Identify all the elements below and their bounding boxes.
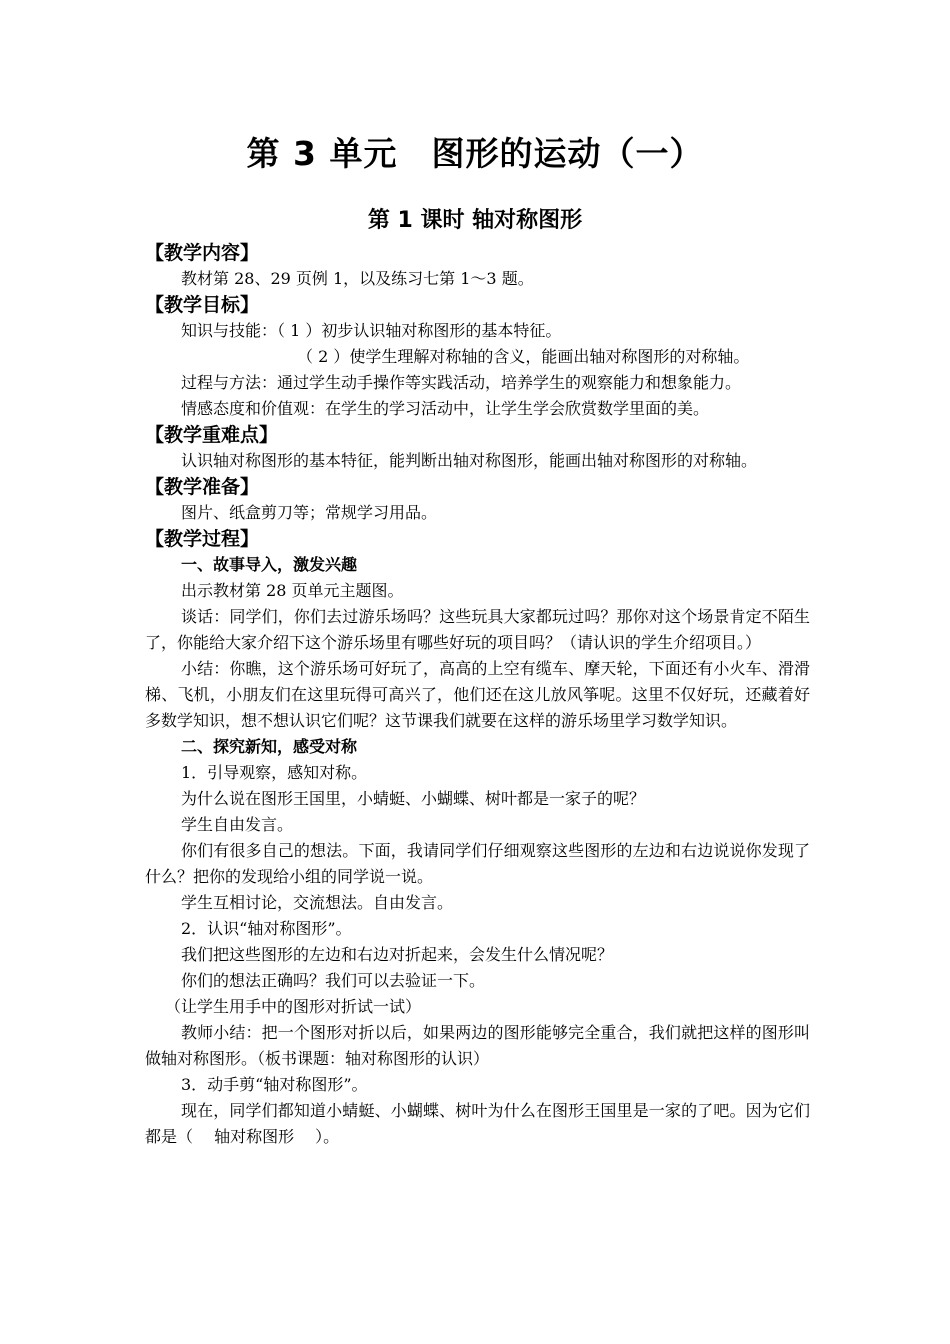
paragraph: （让学生用手中的图形对折试一试） <box>165 997 422 1016</box>
paragraph: 教师小结：把一个图形对折以后，如果两边的图形能够完全重合，我们就把这样的图形叫做轴对称图形。（板书课题：轴对称图形的认识） <box>145 1023 810 1068</box>
paragraph: 现在，同学们都知道小蜻蜓、小蝴蝶、树叶为什么在图形王国里是一家的了吧。因为它们都是（ 轴对称图形 ）。 <box>145 1101 810 1146</box>
step-title: 二、探究新知，感受对称 <box>181 737 358 756</box>
lesson-title: 第 1 课时 轴对称图形 <box>367 208 583 233</box>
paragraph: 谈话：同学们，你们去过游乐场吗？这些玩具大家都玩过吗？那你对这个场景肯定不陌生了，你能给大家介绍下这个游乐场里有哪些好玩的项目吗？（请认识的学生介绍项目。） <box>145 607 810 652</box>
paragraph: 1．引导观察，感知对称。 <box>181 763 368 782</box>
paragraph: 教材第 28、29 页例 1，以及练习七第 1～3 题。 <box>181 269 534 288</box>
section-heading-key-points: 【教学重难点】 <box>145 424 279 446</box>
paragraph: 学生自由发言。 <box>181 815 294 834</box>
paragraph: 你们的想法正确吗？我们可以去验证一下。 <box>181 971 486 990</box>
paragraph: 2．认识“轴对称图形”。 <box>181 919 352 938</box>
paragraph: 为什么说在图形王国里，小蜻蜓、小蝴蝶、树叶都是一家子的呢？ <box>181 789 646 808</box>
paragraph: （ 2 ）使学生理解对称轴的含义，能画出轴对称图形的对称轴。 <box>297 347 750 366</box>
paragraph: 知识与技能：（ 1 ）初步认识轴对称图形的基本特征。 <box>181 321 562 340</box>
paragraph: 图片、纸盒剪刀等；常规学习用品。 <box>181 503 438 522</box>
paragraph: 出示教材第 28 页单元主题图。 <box>181 581 404 600</box>
paragraph: 学生互相讨论，交流想法。自由发言。 <box>181 893 454 912</box>
section-heading-preparation: 【教学准备】 <box>145 476 260 498</box>
unit-title: 第 3 单元 图形的运动（一） <box>246 134 704 173</box>
section-heading-process: 【教学过程】 <box>145 528 260 550</box>
section-heading-goals: 【教学目标】 <box>145 294 260 316</box>
paragraph: 情感态度和价值观：在学生的学习活动中，让学生学会欣赏数学里面的美。 <box>181 399 710 418</box>
paragraph: 认识轴对称图形的基本特征，能判断出轴对称图形，能画出轴对称图形的对称轴。 <box>181 451 758 470</box>
section-heading-content: 【教学内容】 <box>145 242 260 264</box>
step-title: 一、故事导入，激发兴趣 <box>181 555 358 574</box>
paragraph: 你们有很多自己的想法。下面，我请同学们仔细观察这些图形的左边和右边说说你发现了什么？把你的发现给小组的同学说一说。 <box>145 841 810 886</box>
paragraph: 3．动手剪“轴对称图形”。 <box>181 1075 368 1094</box>
paragraph: 我们把这些图形的左边和右边对折起来，会发生什么情况呢？ <box>181 945 614 964</box>
document-body <box>145 240 810 1150</box>
paragraph: 过程与方法：通过学生动手操作等实践活动，培养学生的观察能力和想象能力。 <box>181 373 742 392</box>
paragraph: 小结：你瞧，这个游乐场可好玩了，高高的上空有缆车、摩天轮，下面还有小火车、滑滑梯、飞机，小朋友们在这里玩得可高兴了，他们还在这儿放风筝呢。这里不仅好玩，还藏着好多数学知识，想不想认识它们呢？这节课我们就要在这样的游乐场里学习数学知识。 <box>145 659 810 730</box>
